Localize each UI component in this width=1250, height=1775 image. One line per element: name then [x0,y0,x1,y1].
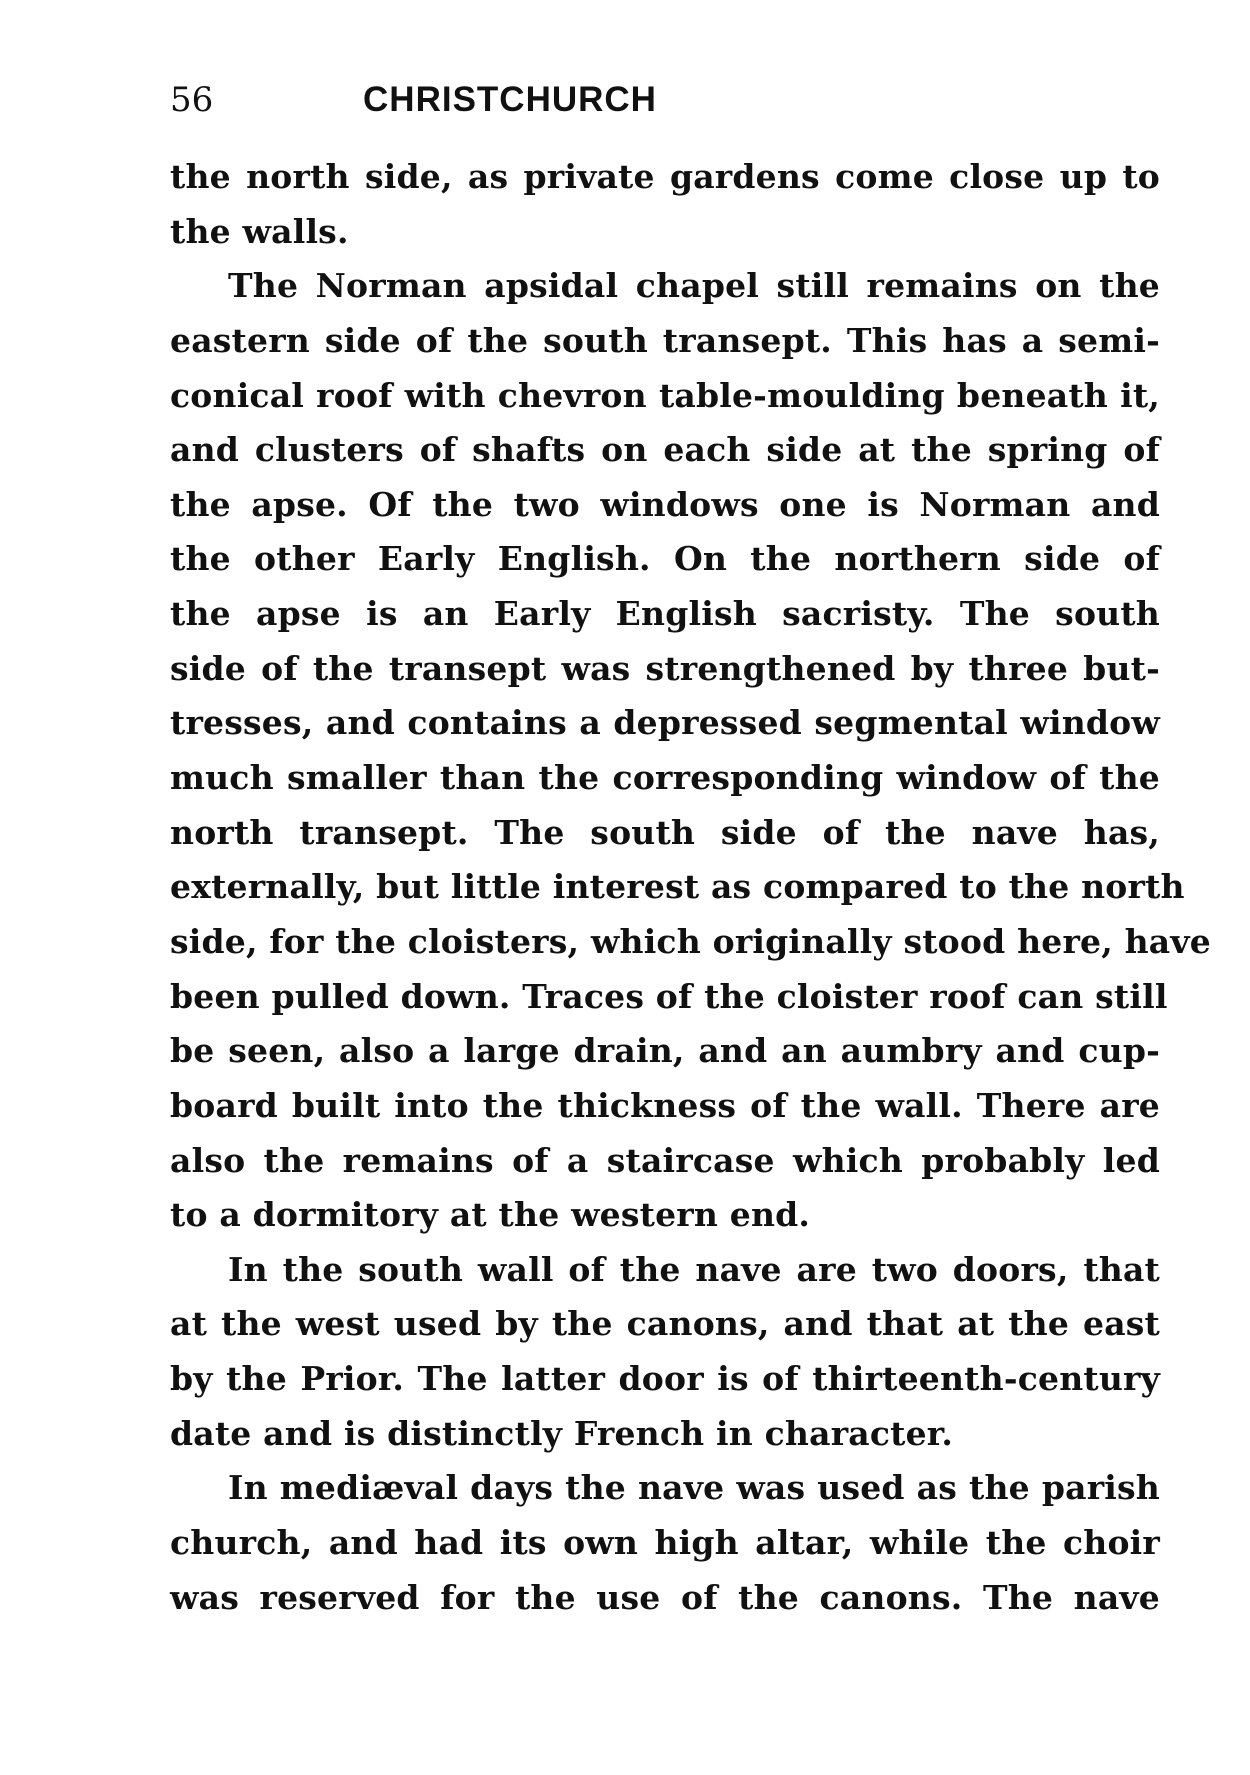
text-line: the apse is an Early English sacristy. The south [170,594,1160,634]
body-text [170,150,1211,1625]
text-line: much smaller than the corresponding window of the [170,758,1160,798]
text-line: In mediæval days the nave was used as the parish [228,1468,1160,1508]
text-line: at the west used by the canons, and that at the east [170,1304,1160,1344]
text-line: In the south wall of the nave are two doors, that [228,1249,1160,1289]
text-line: and clusters of shafts on each side at the spring of [170,430,1160,470]
text-line: the other Early English. On the northern side of [170,539,1160,579]
text-line: conical roof with chevron table-moulding beneath it, [170,375,1160,415]
text-line: the north side, as private gardens come close up to [170,157,1160,196]
text-line: be seen, also a large drain, and an aumbry and cup- [170,1031,1160,1071]
text-line: date and is distinctly French in character. [170,1413,954,1453]
text-line: been pulled down. Traces of the cloister roof can still [170,976,1168,1016]
text-line: church, and had its own high altar, while the choir [170,1523,1160,1563]
text-line: also the remains of a staircase which probably led [170,1140,1160,1180]
text-line: tresses, and contains a depressed segmental window [170,703,1160,743]
text-line: side, for the cloisters, which originally stood here, have [170,921,1211,961]
page-number: 56 [170,80,214,120]
text-line: north transept. The south side of the nave has, [170,812,1160,852]
text-line: The Norman apsidal chapel still remains on the [228,266,1160,306]
text-line: to a dormitory at the western end. [170,1195,811,1235]
running-header [170,80,1160,126]
text-line: the walls. [170,211,349,251]
text-line: side of the transept was strengthened by three but- [170,648,1160,688]
running-title: CHRISTCHURCH [363,80,657,119]
text-line: by the Prior. The latter door is of thirteenth-century [170,1359,1160,1399]
text-line: eastern side of the south transept. This has a semi- [170,320,1160,360]
text-line: was reserved for the use of the canons. The nave [170,1577,1160,1617]
text-line: the apse. Of the two windows one is Norman and [170,484,1160,524]
text-line: board built into the thickness of the wall. There are [170,1085,1160,1125]
text-line: externally, but little interest as compared to the north [170,867,1185,907]
